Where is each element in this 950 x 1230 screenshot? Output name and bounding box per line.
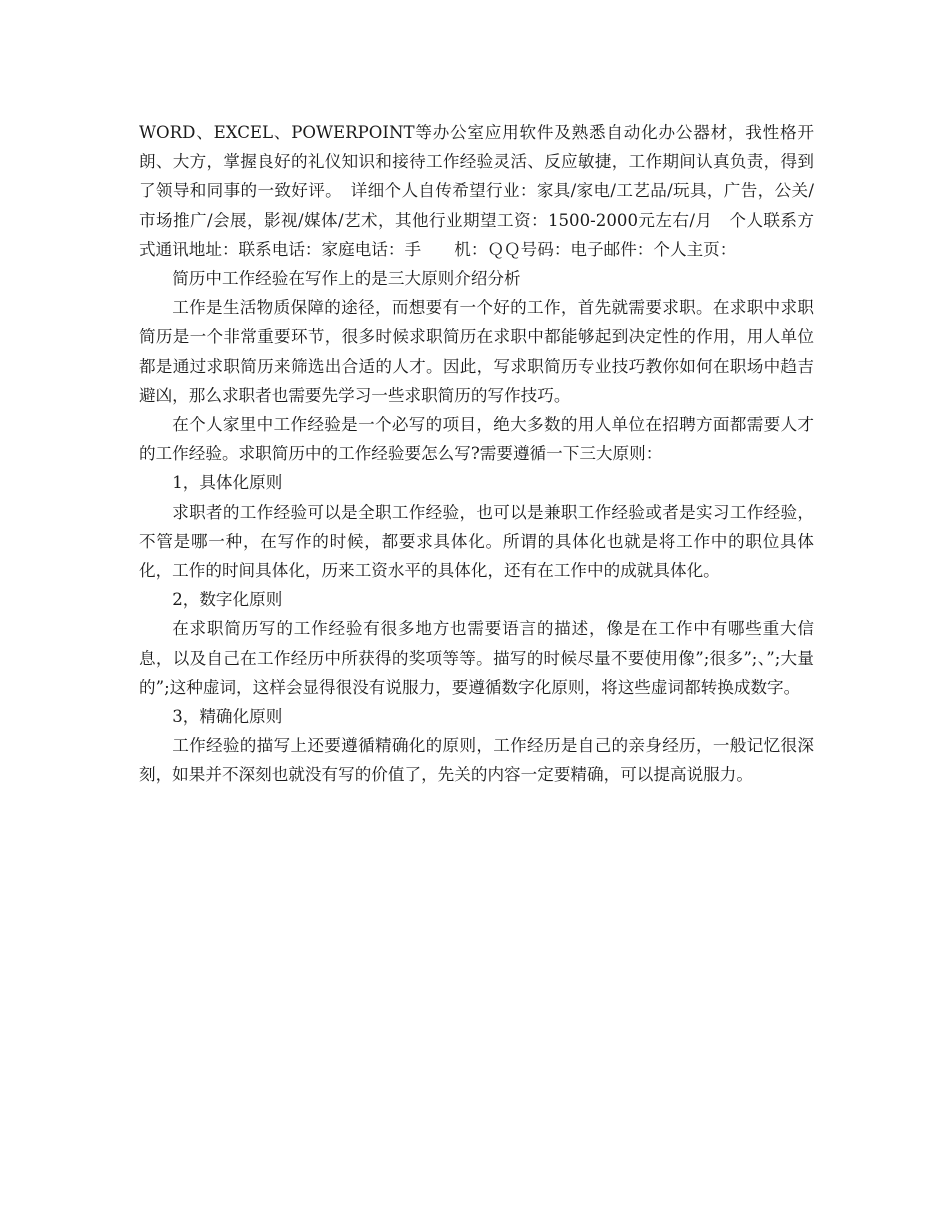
- paragraph-principle-2: 在求职简历写的工作经验有很多地方也需要语言的描述，像是在工作中有哪些重大信息，以及自己在工作经历中所获得的奖项等等。描写的时候尽量不要使用像”;很多”;、”;大量的”;这种虚词，这样会显得很没有说服力，要遵循数字化原则，将这些虚词都转换成数字。: [139, 619, 814, 697]
- paragraph-experience-requirement: 在个人家里中工作经验是一个必写的项目，绝大多数的用人单位在招聘方面都需要人才的工作经验。求职简历中的工作经验要怎么写?需要遵循一下三大原则：: [139, 415, 814, 464]
- document-body: [139, 118, 814, 790]
- heading-principle-2: 2，数字化原则: [172, 590, 283, 610]
- paragraph-intro: WORD、EXCEL、POWERPOINT等办公室应用软件及熟悉自动化办公器材，我性格开朗、大方，掌握良好的礼仪知识和接待工作经验灵活、反应敏捷，工作期间认真负责，得到了领导和同事的一致好评。 详细个人自传希望行业：家具/家电/工艺品/玩具，广告，公关/市场推广/会展，影视/媒体/艺术，其他行业期望工资：1500-2000元左右/月 个人联系方式通讯地址：联系电话：家庭电话：手 机：ＱＱ号码：电子邮件：个人主页：: [139, 123, 814, 259]
- paragraph-principle-3: 工作经验的描写上还要遵循精确化的原则，工作经历是自己的亲身经历，一般记忆很深刻，如果并不深刻也就没有写的价值了，先关的内容一定要精确，可以提高说服力。: [139, 736, 814, 785]
- paragraph-work-importance: 工作是生活物质保障的途径，而想要有一个好的工作，首先就需要求职。在求职中求职简历是一个非常重要环节，很多时候求职简历在求职中都能够起到决定性的作用，用人单位都是通过求职简历来筛选出合适的人才。因此，写求职简历专业技巧教你如何在职场中趋吉避凶，那么求职者也需要先学习一些求职简历的写作技巧。: [139, 298, 814, 405]
- section-title: 简历中工作经验在写作上的是三大原则介绍分析: [172, 269, 521, 289]
- heading-principle-1: 1，具体化原则: [172, 473, 283, 493]
- paragraph-principle-1: 求职者的工作经验可以是全职工作经验，也可以是兼职工作经验或者是实习工作经验，不管是哪一种，在写作的时候，都要求具体化。所谓的具体化也就是将工作中的职位具体化，工作的时间具体化，历来工资水平的具体化，还有在工作中的成就具体化。: [139, 502, 814, 581]
- heading-principle-3: 3，精确化原则: [172, 707, 283, 727]
